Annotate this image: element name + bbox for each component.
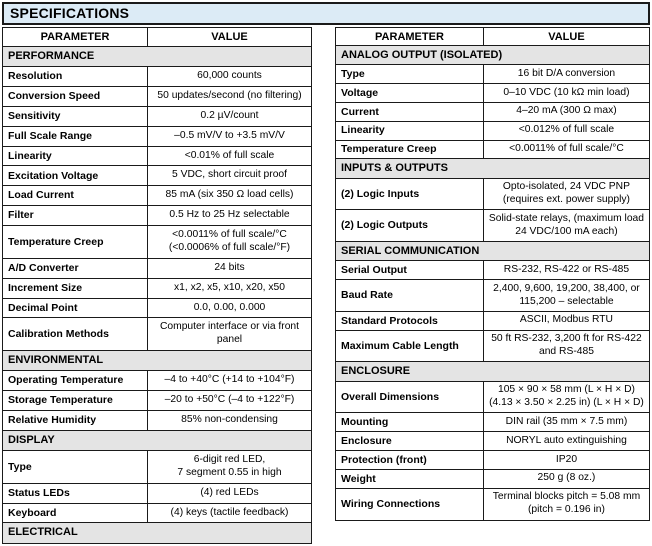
spec-row — [336, 178, 650, 210]
section-header: ENVIRONMENTAL — [3, 351, 312, 371]
parameter-name: Baud Rate — [336, 280, 484, 312]
parameter-value — [483, 140, 649, 159]
parameter-name: Weight — [336, 469, 484, 488]
value-line: 24 bits — [214, 261, 245, 273]
value-line: 85% non-condensing — [181, 413, 278, 425]
parameter-name: Overall Dimensions — [336, 381, 484, 413]
spec-row — [3, 371, 312, 391]
section-header-row — [3, 351, 312, 371]
parameter-name: Calibration Methods — [3, 318, 148, 351]
section-header-row — [3, 523, 312, 543]
value-line: 2,400, 9,600, 19,200, 38,400, or — [493, 282, 640, 294]
spec-row — [3, 126, 312, 146]
spec-row — [336, 210, 650, 242]
section-header-row — [3, 430, 312, 450]
section-header: ANALOG OUTPUT (ISOLATED) — [336, 46, 650, 65]
parameter-value — [148, 206, 312, 226]
parameter-value — [148, 186, 312, 206]
parameter-name: A/D Converter — [3, 258, 148, 278]
value-line: 85 mA (six 350 Ω load cells) — [165, 189, 294, 201]
parameter-value — [483, 121, 649, 140]
parameter-value — [483, 280, 649, 312]
value-line: ASCII, Modbus RTU — [519, 314, 613, 326]
section-header: SERIAL COMMUNICATION — [336, 242, 650, 261]
value-line: NORYL auto extinguishing — [506, 434, 627, 446]
spec-row — [3, 391, 312, 411]
parameter-value — [148, 483, 312, 503]
spec-tables-container — [2, 27, 650, 544]
spec-row — [3, 410, 312, 430]
parameter-name: Mounting — [336, 413, 484, 432]
parameter-name: Temperature Creep — [3, 226, 148, 259]
spec-row — [336, 488, 650, 520]
spec-row — [3, 318, 312, 351]
spec-row — [3, 206, 312, 226]
parameter-name: Maximum Cable Length — [336, 330, 484, 362]
parameter-name: Current — [336, 102, 484, 121]
value-line: DIN rail (35 mm × 7.5 mm) — [505, 415, 628, 427]
value-line: –20 to +50°C (–4 to +122°F) — [164, 394, 295, 406]
column-header-row — [336, 28, 650, 46]
value-line: –0.5 mV/V to +3.5 mV/V — [174, 129, 285, 141]
parameter-value — [148, 298, 312, 318]
value-line: 50 updates/second (no filtering) — [157, 90, 302, 102]
section-header-row — [336, 362, 650, 381]
value-line: <0.0011% of full scale/°C — [172, 229, 287, 241]
parameter-name: Increment Size — [3, 278, 148, 298]
value-line: (4) red LEDs — [200, 486, 259, 498]
parameter-value — [483, 65, 649, 84]
value-line: RS-232, RS-422 or RS-485 — [503, 263, 630, 275]
spec-table-right — [335, 27, 650, 521]
value-line: 105 × 90 × 58 mm (L × H × D) — [497, 384, 635, 396]
section-header-row — [336, 46, 650, 65]
parameter-name: Linearity — [336, 121, 484, 140]
specifications-title: SPECIFICATIONS — [2, 2, 650, 25]
spec-row — [3, 258, 312, 278]
parameter-value — [483, 469, 649, 488]
parameter-value — [483, 488, 649, 520]
spec-row — [336, 84, 650, 103]
value-line: 0.2 µV/count — [200, 109, 259, 121]
value-line: 0.5 Hz to 25 Hz selectable — [169, 209, 290, 221]
parameter-name: Excitation Voltage — [3, 166, 148, 186]
spec-row — [336, 65, 650, 84]
spec-row — [3, 146, 312, 166]
spec-row — [336, 311, 650, 330]
parameter-name: Status LEDs — [3, 483, 148, 503]
value-line: 6-digit red LED, — [193, 454, 266, 466]
parameter-value — [483, 451, 649, 470]
value-line: Solid-state relays, (maximum load — [488, 212, 644, 224]
parameter-value — [148, 503, 312, 523]
spec-row — [3, 483, 312, 503]
spec-row — [3, 166, 312, 186]
value-line: 0–10 VDC (10 kΩ min load) — [503, 86, 630, 98]
parameter-name: (2) Logic Inputs — [336, 178, 484, 210]
spec-row — [3, 503, 312, 523]
parameter-name: Decimal Point — [3, 298, 148, 318]
parameter-name: Serial Output — [336, 261, 484, 280]
value-line: 250 g (8 oz.) — [537, 472, 596, 484]
parameter-name: Voltage — [336, 84, 484, 103]
column-header-value: VALUE — [483, 28, 649, 46]
spec-row — [3, 106, 312, 126]
parameter-name: Load Current — [3, 186, 148, 206]
section-header-row — [336, 159, 650, 178]
value-line: IP20 — [555, 453, 578, 465]
spec-row — [3, 67, 312, 87]
spec-row — [3, 87, 312, 107]
parameter-name: Relative Humidity — [3, 410, 148, 430]
parameter-value — [483, 178, 649, 210]
parameter-value — [148, 146, 312, 166]
parameter-name: Linearity — [3, 146, 148, 166]
value-line: 4–20 mA (300 Ω max) — [516, 105, 617, 117]
section-header: PERFORMANCE — [3, 47, 312, 67]
section-header: ELECTRICAL — [3, 523, 312, 543]
spec-row — [336, 381, 650, 413]
column-header-row — [3, 28, 312, 47]
value-line: <0.012% of full scale — [518, 124, 615, 136]
spec-row — [336, 261, 650, 280]
parameter-value — [483, 330, 649, 362]
value-line: Opto-isolated, 24 VDC PNP — [502, 181, 630, 193]
parameter-value — [148, 391, 312, 411]
parameter-name: Protection (front) — [336, 451, 484, 470]
parameter-value — [483, 210, 649, 242]
spec-table-left — [2, 27, 312, 544]
parameter-name: Storage Temperature — [3, 391, 148, 411]
parameter-name: Filter — [3, 206, 148, 226]
column-header-parameter: PARAMETER — [336, 28, 484, 46]
parameter-value — [148, 451, 312, 484]
parameter-value — [483, 84, 649, 103]
value-line: Terminal blocks pitch = 5.08 mm — [492, 491, 641, 503]
parameter-value — [483, 102, 649, 121]
parameter-name: Full Scale Range — [3, 126, 148, 146]
parameter-value — [483, 261, 649, 280]
value-line: x1, x2, x5, x10, x20, x50 — [173, 281, 286, 293]
parameter-value — [148, 126, 312, 146]
spec-row — [336, 451, 650, 470]
parameter-value — [148, 226, 312, 259]
value-line: (requires ext. power supply) — [502, 194, 630, 206]
parameter-value — [483, 311, 649, 330]
spec-row — [3, 298, 312, 318]
spec-row — [336, 432, 650, 451]
value-line: (<0.0006% of full scale/°F) — [168, 241, 291, 253]
value-line: 16 bit D/A conversion — [517, 67, 616, 79]
spec-row — [3, 451, 312, 484]
value-line: (4) keys (tactile feedback) — [170, 506, 289, 518]
parameter-name: Type — [3, 451, 148, 484]
value-line: panel — [216, 334, 243, 346]
value-line: –4 to +40°C (+14 to +104°F) — [164, 374, 295, 386]
value-line: <0.0011% of full scale/°C — [509, 143, 624, 155]
column-header-parameter: PARAMETER — [3, 28, 148, 47]
value-line: (pitch = 0.196 in) — [527, 504, 605, 516]
spec-row — [336, 102, 650, 121]
column-header-value: VALUE — [148, 28, 312, 47]
parameter-name: Operating Temperature — [3, 371, 148, 391]
parameter-value — [483, 381, 649, 413]
parameter-name: Temperature Creep — [336, 140, 484, 159]
parameter-name: Sensitivity — [3, 106, 148, 126]
parameter-value — [148, 166, 312, 186]
parameter-value — [148, 278, 312, 298]
value-line: 50 ft RS-232, 3,200 ft for RS-422 — [491, 333, 642, 345]
parameter-value — [148, 318, 312, 351]
value-line: Computer interface or via front — [159, 321, 300, 333]
value-line: (4.13 × 3.50 × 2.25 in) (L × H × D) — [489, 397, 644, 408]
parameter-name: Keyboard — [3, 503, 148, 523]
section-header: ENCLOSURE — [336, 362, 650, 381]
parameter-name: Enclosure — [336, 432, 484, 451]
parameter-value — [148, 371, 312, 391]
spec-row — [3, 278, 312, 298]
parameter-name: Resolution — [3, 67, 148, 87]
spec-row — [336, 413, 650, 432]
value-line: 0.0, 0.00, 0.000 — [193, 301, 266, 313]
parameter-value — [483, 432, 649, 451]
parameter-value — [148, 410, 312, 430]
parameter-name: Wiring Connections — [336, 488, 484, 520]
spec-row — [3, 226, 312, 259]
spec-row — [336, 280, 650, 312]
parameter-value — [483, 413, 649, 432]
spec-row — [336, 469, 650, 488]
spec-row — [3, 186, 312, 206]
parameter-value — [148, 67, 312, 87]
value-line: <0.01% of full scale — [184, 149, 275, 161]
parameter-value — [148, 87, 312, 107]
value-line: and RS-485 — [538, 346, 594, 358]
value-line: 60,000 counts — [197, 70, 262, 82]
spec-row — [336, 330, 650, 362]
value-line: 5 VDC, short circuit proof — [171, 169, 288, 181]
spec-row — [336, 121, 650, 140]
parameter-name: (2) Logic Outputs — [336, 210, 484, 242]
section-header-row — [336, 242, 650, 261]
section-header: DISPLAY — [3, 430, 312, 450]
parameter-name: Standard Protocols — [336, 311, 484, 330]
parameter-name: Conversion Speed — [3, 87, 148, 107]
section-header-row — [3, 47, 312, 67]
parameter-value — [148, 258, 312, 278]
section-header: INPUTS & OUTPUTS — [336, 159, 650, 178]
value-line: 115,200 – selectable — [519, 295, 614, 307]
parameter-value — [148, 106, 312, 126]
spec-row — [336, 140, 650, 159]
parameter-name: Type — [336, 65, 484, 84]
value-line: 7 segment 0.55 in high — [177, 466, 282, 478]
value-line: 24 VDC/100 mA each) — [515, 225, 618, 237]
